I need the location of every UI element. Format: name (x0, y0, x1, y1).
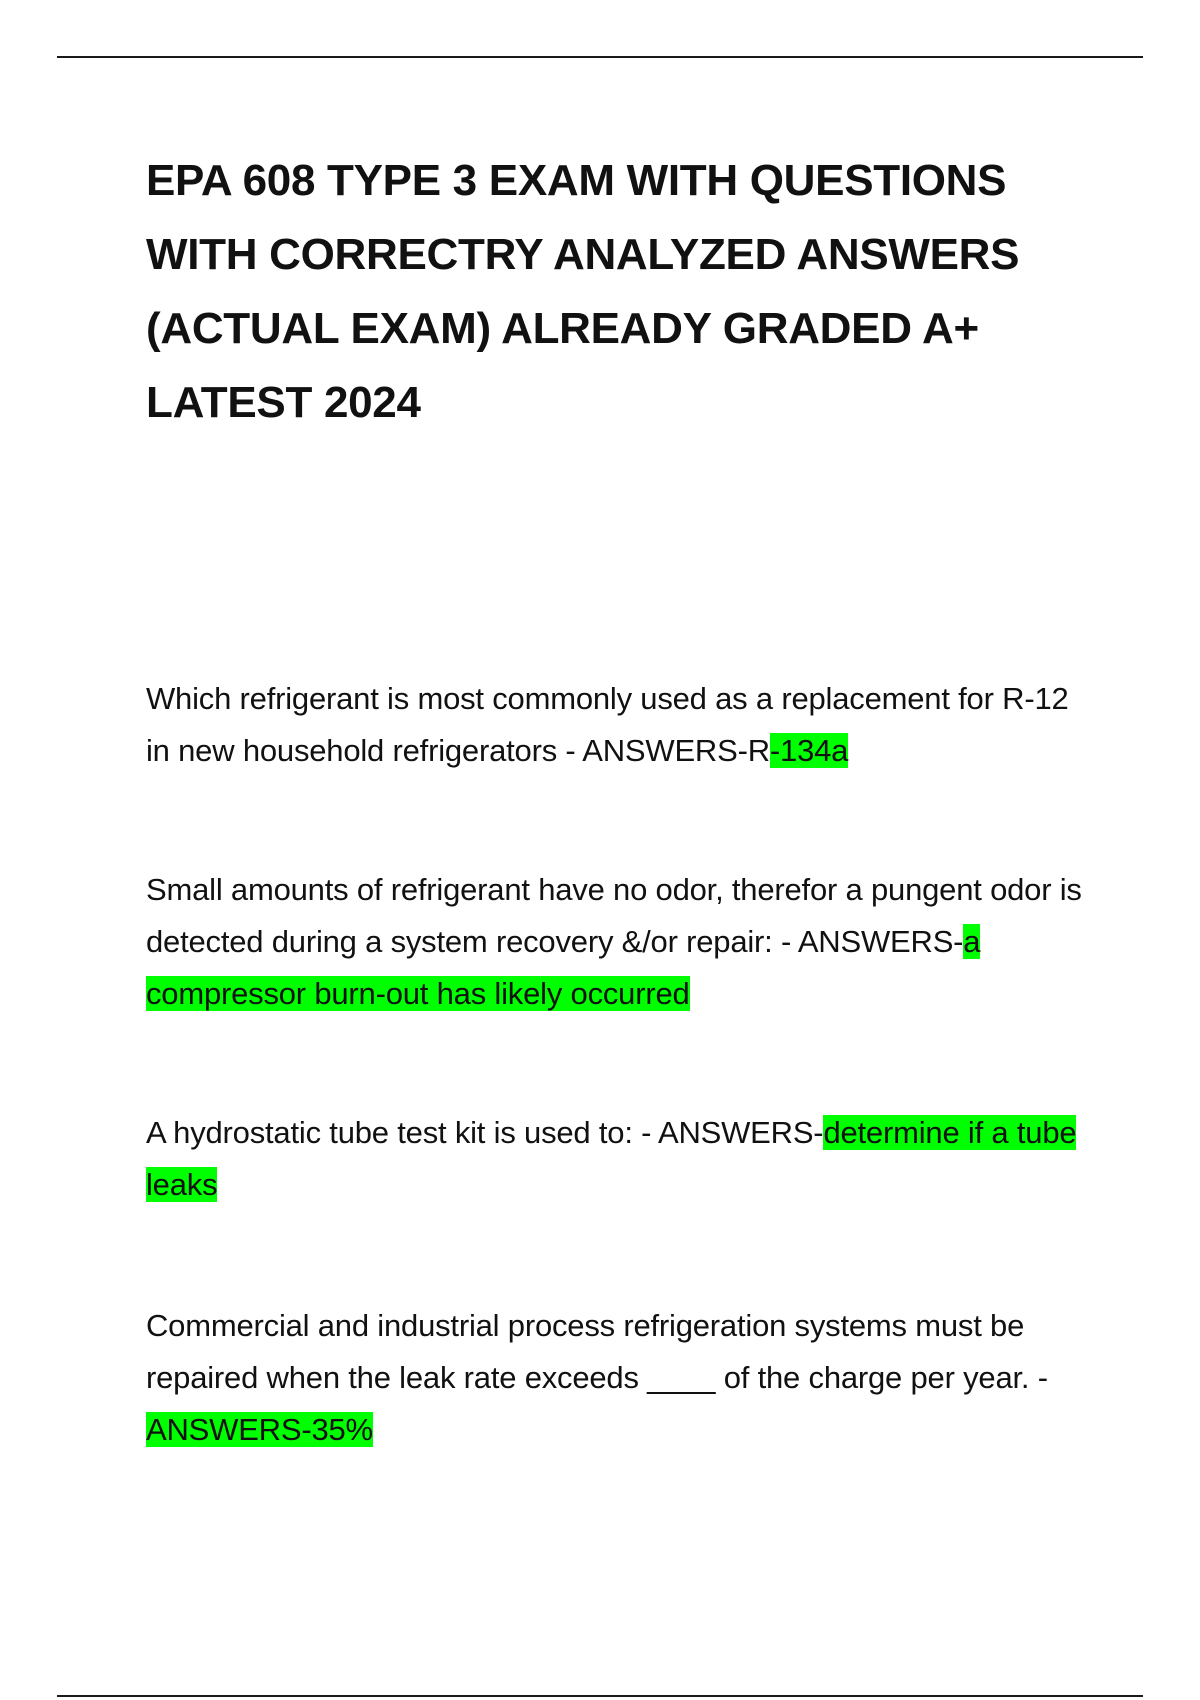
qa-item (146, 1300, 1086, 1456)
answer-highlight: -134a (769, 733, 849, 768)
qa-item (146, 1107, 1086, 1211)
document-title: EPA 608 TYPE 3 EXAM WITH QUESTIONS WITH CORRECTRY ANALYZED ANSWERS (ACTUAL EXAM) ALREADY GRADED A+ LATEST 2024 (146, 156, 1020, 427)
answer-highlight: ANSWERS-35% (146, 1412, 373, 1447)
question-text: A hydrostatic tube test kit is used to: - ANSWERS- (146, 1115, 824, 1150)
question-text: Commercial and industrial process refrigeration systems must be repaired when the leak rate exceeds ____ of the charge per year. - (146, 1308, 1048, 1395)
question-text: Small amounts of refrigerant have no odor, therefor a pungent odor is detected during a system recovery &/or repair: - ANSWERS- (146, 872, 1082, 959)
qa-item (146, 864, 1086, 1020)
qa-item (146, 673, 1086, 777)
top-divider (57, 56, 1143, 58)
answer-highlight: determine if a tube leaks (146, 1115, 1077, 1202)
bottom-divider (57, 1695, 1143, 1697)
question-text: Which refrigerant is most commonly used as a replacement for R-12 in new household refrigerators - ANSWERS-R (146, 681, 1069, 768)
answer-highlight: a compressor burn-out has likely occurred (146, 924, 981, 1011)
